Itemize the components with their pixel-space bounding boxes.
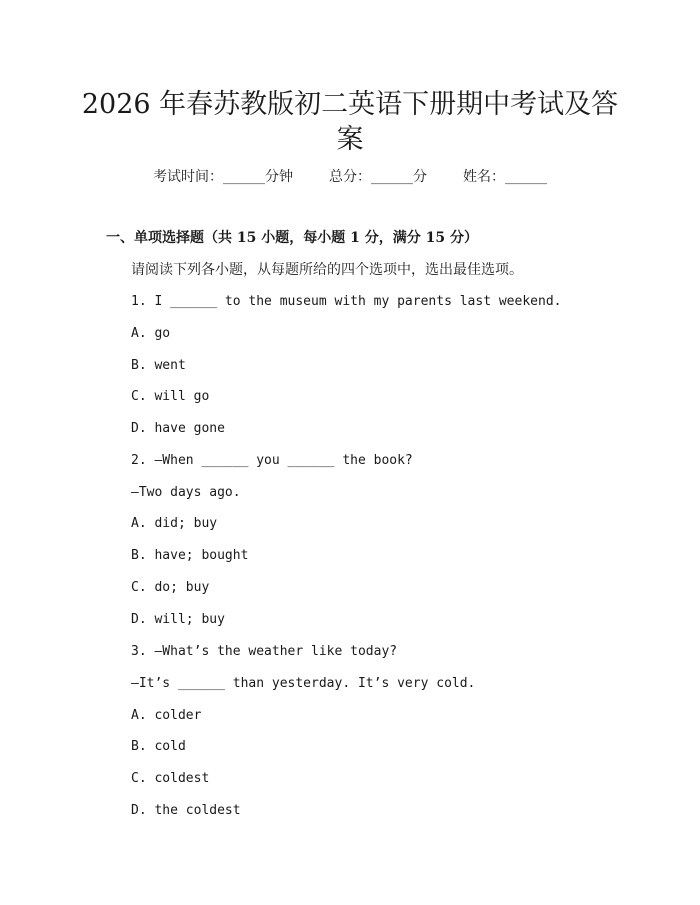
student-name-field: 姓名：______ [463,169,547,185]
question-2-answer-line: —Two days ago. [131,485,241,500]
section-heading: 一、单项选择题（共 15 小题，每小题 1 分，满分 15 分） [106,230,478,246]
question-3-answer-line: —It’s ______ than yesterday. It’s very cold. [131,676,476,691]
question-1-option-b: B. went [131,358,186,373]
exam-title-line-2: 案 [336,124,364,155]
question-2-option-d: D. will; buy [131,612,225,627]
question-2-option-a: A. did; buy [131,516,218,531]
question-2-stem: 2. —When ______ you ______ the book? [131,453,413,468]
question-3-option-d: D. the coldest [131,803,241,818]
question-3-option-a: A. colder [131,708,202,723]
question-1-option-c: C. will go [131,389,210,404]
question-2-option-b: B. have; bought [131,548,249,563]
exam-meta-row [0,167,700,187]
exam-title-line-1: 2026 年春苏教版初二英语下册期中考试及答 [81,89,619,120]
question-3-option-b: B. cold [131,739,186,754]
exam-time-field: 考试时间：______分钟 [153,169,293,185]
section-instruction: 请阅读下列各小题，从每题所给的四个选项中，选出最佳选项。 [131,262,523,278]
question-1-option-a: A. go [131,326,171,341]
total-score-field: 总分：______分 [329,169,427,185]
question-2-option-c: C. do; buy [131,580,210,595]
question-3-stem: 3. —What’s the weather like today? [131,644,398,659]
question-1-stem: 1. I ______ to the museum with my parents last weekend. [131,294,562,309]
question-1-option-d: D. have gone [131,421,225,436]
question-3-option-c: C. coldest [131,771,210,786]
